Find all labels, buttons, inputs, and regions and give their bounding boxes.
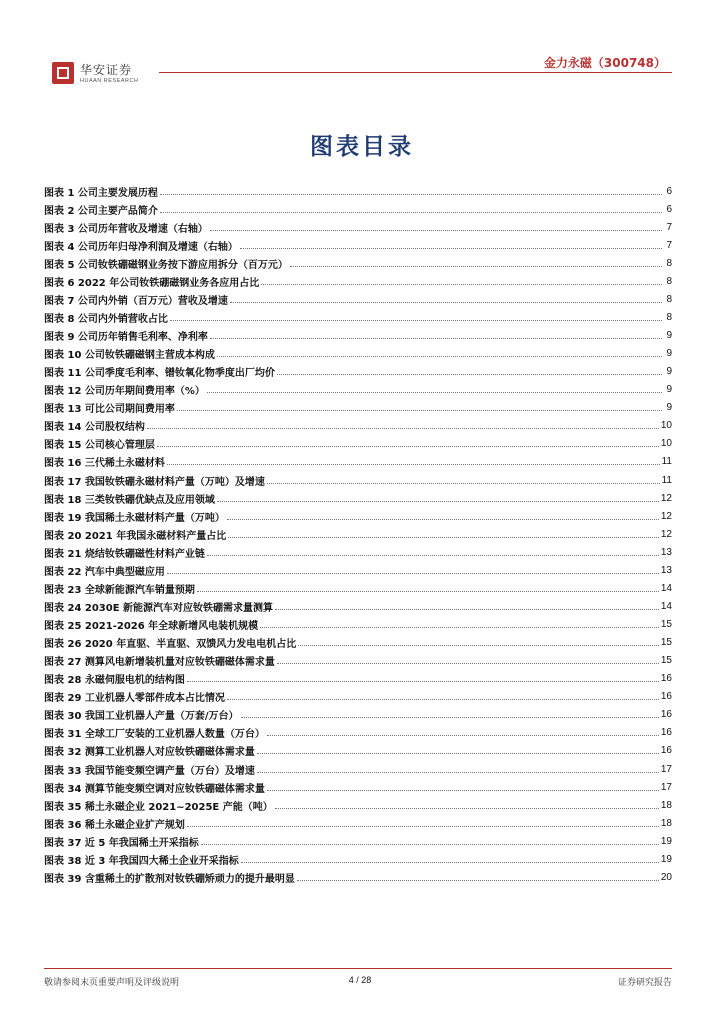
toc-entry-page: 9 bbox=[666, 402, 672, 414]
toc-entry[interactable] bbox=[44, 868, 672, 886]
toc-entry-label: 图表 28 永磁伺服电机的结构图 bbox=[44, 675, 185, 687]
toc-entry-page: 9 bbox=[666, 348, 672, 360]
toc-entry-label: 图表 9 公司历年销售毛利率、净利率 bbox=[44, 332, 208, 344]
toc-leader-dots bbox=[177, 410, 662, 411]
toc-entry[interactable] bbox=[44, 272, 672, 290]
toc-entry[interactable] bbox=[44, 200, 672, 218]
toc-leader-dots bbox=[240, 248, 662, 249]
toc-entry-label: 图表 4 公司历年归母净利润及增速（右轴） bbox=[44, 241, 238, 253]
toc-entry-label: 图表 29 工业机器人零部件成本占比情况 bbox=[44, 693, 225, 705]
toc-entry-label: 图表 10 公司钕铁硼磁钢主营成本构成 bbox=[44, 350, 215, 362]
toc-entry-label: 图表 5 公司钕铁硼磁钢业务按下游应用拆分（百万元） bbox=[44, 259, 288, 271]
toc-entry-page: 10 bbox=[660, 420, 672, 432]
toc-entry-page: 18 bbox=[660, 817, 672, 829]
toc-entry-label: 图表 16 三代稀土永磁材料 bbox=[44, 458, 165, 470]
toc-entry[interactable] bbox=[44, 254, 672, 272]
toc-entry[interactable] bbox=[44, 670, 672, 688]
toc-leader-dots bbox=[170, 320, 662, 321]
toc-entry-label: 图表 39 含重稀土的扩散剂对钕铁硼矫顽力的提升最明显 bbox=[44, 873, 295, 885]
toc-entry-page: 11 bbox=[661, 474, 672, 486]
toc-entry-page: 8 bbox=[666, 311, 672, 323]
toc-leader-dots bbox=[160, 212, 662, 213]
toc-leader-dots bbox=[210, 338, 662, 339]
toc-entry-label: 图表 38 近 3 年我国四大稀土企业开采指标 bbox=[44, 855, 239, 867]
toc-entry-label: 图表 32 测算工业机器人对应钕铁硼磁体需求量 bbox=[44, 747, 255, 759]
toc-leader-dots bbox=[298, 645, 659, 646]
toc-entry-label: 图表 11 公司季度毛利率、镨钕氧化物季度出厂均价 bbox=[44, 368, 275, 380]
toc-entry-label: 图表 19 我国稀土永磁材料产量（万吨） bbox=[44, 512, 225, 524]
toc-leader-dots bbox=[277, 374, 662, 375]
toc-entry[interactable] bbox=[44, 327, 672, 345]
page-header bbox=[44, 52, 672, 82]
toc-entry-label: 图表 2 公司主要产品简介 bbox=[44, 205, 158, 217]
toc-leader-dots bbox=[267, 735, 659, 736]
toc-entry-label: 图表 24 2030E 新能源汽车对应钕铁硼需求量测算 bbox=[44, 602, 274, 614]
toc-entry-page: 13 bbox=[660, 564, 672, 576]
toc-entry-page: 16 bbox=[660, 727, 672, 739]
toc-entry[interactable] bbox=[44, 688, 672, 706]
company-name-en: HUAAN RESEARCH bbox=[80, 78, 139, 84]
toc-entry[interactable] bbox=[44, 543, 672, 561]
toc-leader-dots bbox=[257, 753, 659, 754]
stock-name: 金力永磁（300748） bbox=[543, 56, 666, 70]
toc-entry[interactable] bbox=[44, 417, 672, 435]
toc-entry-label: 图表 30 我国工业机器人产量（万套/万台） bbox=[44, 711, 239, 723]
toc-entry-page: 6 bbox=[666, 185, 672, 197]
toc-entry-label: 图表 23 全球新能源汽车销量预期 bbox=[44, 584, 195, 596]
toc-entry-label: 图表 26 2020 年直驱、半直驱、双馈风力发电电机占比 bbox=[44, 639, 297, 651]
toc-entry-page: 16 bbox=[660, 691, 672, 703]
toc-entry[interactable] bbox=[44, 435, 672, 453]
toc-leader-dots bbox=[241, 717, 659, 718]
toc-entry[interactable] bbox=[44, 399, 672, 417]
toc-entry-page: 7 bbox=[666, 221, 672, 233]
toc-leader-dots bbox=[290, 266, 662, 267]
toc-entry[interactable] bbox=[44, 634, 672, 652]
toc-entry[interactable] bbox=[44, 308, 672, 326]
toc-entry-label: 图表 15 公司核心管理层 bbox=[44, 440, 155, 452]
toc-entry-page: 19 bbox=[660, 853, 672, 865]
toc-entry-label: 图表 36 稀土永磁企业扩产规划 bbox=[44, 819, 185, 831]
toc-entry-page: 15 bbox=[660, 637, 672, 649]
toc-entry[interactable] bbox=[44, 597, 672, 615]
toc-entry-page: 20 bbox=[660, 871, 672, 883]
toc-entry-label: 图表 7 公司内外销（百万元）营收及增速 bbox=[44, 295, 228, 307]
toc-leader-dots bbox=[197, 591, 659, 592]
toc-entry-page: 8 bbox=[666, 257, 672, 269]
toc-leader-dots bbox=[297, 880, 659, 881]
toc-entry[interactable] bbox=[44, 236, 672, 254]
toc-entry-label: 图表 20 2021 年我国永磁材料产量占比 bbox=[44, 530, 227, 542]
toc-entry[interactable] bbox=[44, 760, 672, 778]
toc-entry-label: 图表 34 测算节能变频空调对应钕铁硼磁体需求量 bbox=[44, 783, 265, 795]
toc-leader-dots bbox=[260, 627, 659, 628]
toc-entry[interactable] bbox=[44, 290, 672, 308]
toc-entry-page: 10 bbox=[660, 438, 672, 450]
toc-entry[interactable] bbox=[44, 796, 672, 814]
footer-report-type: 证券研究报告 bbox=[617, 978, 672, 988]
toc-entry-label: 图表 22 汽车中典型磁应用 bbox=[44, 566, 165, 578]
toc-entry-page: 16 bbox=[660, 745, 672, 757]
toc-entry-page: 7 bbox=[666, 239, 672, 251]
toc-leader-dots bbox=[227, 519, 659, 520]
toc-entry-label: 图表 37 近 5 年我国稀土开采指标 bbox=[44, 837, 199, 849]
toc-leader-dots bbox=[187, 826, 659, 827]
toc-entry-label: 图表 12 公司历年期间费用率（%） bbox=[44, 386, 205, 398]
toc-entry-label: 图表 13 可比公司期间费用率 bbox=[44, 404, 175, 416]
toc-leader-dots bbox=[157, 446, 659, 447]
toc-leader-dots bbox=[241, 862, 659, 863]
toc-entry-label: 图表 21 烧结钕铁硼磁性材料产业链 bbox=[44, 548, 205, 560]
toc-entry[interactable] bbox=[44, 381, 672, 399]
toc-entry[interactable] bbox=[44, 507, 672, 525]
toc-leader-dots bbox=[201, 844, 659, 845]
toc-entry-page: 15 bbox=[660, 619, 672, 631]
toc-leader-dots bbox=[207, 392, 662, 393]
toc-entry[interactable] bbox=[44, 579, 672, 597]
toc-leader-dots bbox=[275, 808, 659, 809]
toc-entry[interactable] bbox=[44, 218, 672, 236]
toc-entry-page: 6 bbox=[666, 203, 672, 215]
toc-leader-dots bbox=[217, 356, 662, 357]
toc-entry-page: 12 bbox=[660, 510, 672, 522]
toc-entry-page: 16 bbox=[660, 709, 672, 721]
toc-entry-page: 15 bbox=[660, 655, 672, 667]
company-name: 华安证券 bbox=[80, 63, 133, 77]
toc-leader-dots bbox=[267, 483, 660, 484]
toc-leader-dots bbox=[257, 772, 659, 773]
toc-entry-label: 图表 1 公司主要发展历程 bbox=[44, 187, 158, 199]
toc-entry[interactable] bbox=[44, 182, 672, 200]
header-divider bbox=[159, 72, 672, 73]
toc-entry-page: 12 bbox=[660, 492, 672, 504]
toc-leader-dots bbox=[227, 699, 659, 700]
toc-entry-label: 图表 27 测算风电新增装机量对应钕铁硼磁体需求量 bbox=[44, 657, 275, 669]
footer-disclaimer: 敬请参阅末页重要声明及评级说明 bbox=[44, 978, 180, 988]
toc-entry-label: 图表 25 2021-2026 年全球新增风电装机规模 bbox=[44, 621, 259, 633]
toc-entry-page: 13 bbox=[660, 546, 672, 558]
toc-leader-dots bbox=[267, 790, 659, 791]
toc-entry-label: 图表 17 我国钕铁硼永磁材料产量（万吨）及增速 bbox=[44, 476, 265, 488]
page-title: 图表目录 bbox=[310, 134, 414, 160]
toc-leader-dots bbox=[160, 194, 662, 195]
toc-entry[interactable] bbox=[44, 706, 672, 724]
toc-entry[interactable] bbox=[44, 778, 672, 796]
toc-entry-page: 9 bbox=[666, 366, 672, 378]
toc-leader-dots bbox=[207, 555, 659, 556]
toc-entry-page: 14 bbox=[660, 600, 672, 612]
toc-entry-label: 图表 14 公司股权结构 bbox=[44, 422, 145, 434]
toc-entry[interactable] bbox=[44, 850, 672, 868]
toc-leader-dots bbox=[217, 501, 659, 502]
toc-entry-page: 9 bbox=[666, 330, 672, 342]
toc-entry-label: 图表 33 我国节能变频空调产量（万台）及增速 bbox=[44, 765, 255, 777]
toc-entry-label: 图表 8 公司内外销营收占比 bbox=[44, 313, 168, 325]
toc-entry[interactable] bbox=[44, 471, 672, 489]
toc-entry-label: 图表 31 全球工厂安装的工业机器人数量（万台） bbox=[44, 729, 265, 741]
toc-entry-page: 19 bbox=[660, 835, 672, 847]
toc-entry[interactable] bbox=[44, 561, 672, 579]
toc-entry-label: 图表 6 2022 年公司钕铁硼磁钢业务各应用占比 bbox=[44, 277, 260, 289]
toc-leader-dots bbox=[275, 609, 659, 610]
toc-leader-dots bbox=[228, 537, 659, 538]
toc-entry-page: 18 bbox=[660, 799, 672, 811]
toc-entry[interactable] bbox=[44, 724, 672, 742]
toc-leader-dots bbox=[147, 428, 659, 429]
toc-entry[interactable] bbox=[44, 453, 672, 471]
toc-leader-dots bbox=[210, 230, 662, 231]
toc-entry-page: 11 bbox=[661, 456, 672, 468]
table-of-figures bbox=[44, 182, 672, 886]
toc-entry[interactable] bbox=[44, 489, 672, 507]
toc-entry[interactable] bbox=[44, 345, 672, 363]
toc-entry[interactable] bbox=[44, 616, 672, 634]
toc-entry-label: 图表 35 稀土永磁企业 2021~2025E 产能（吨） bbox=[44, 801, 273, 813]
toc-leader-dots bbox=[230, 302, 662, 303]
toc-leader-dots bbox=[187, 681, 659, 682]
toc-entry-page: 16 bbox=[660, 673, 672, 685]
toc-entry[interactable] bbox=[44, 814, 672, 832]
toc-entry-page: 17 bbox=[660, 763, 672, 775]
toc-entry-page: 9 bbox=[666, 384, 672, 396]
footer-divider bbox=[44, 968, 672, 969]
toc-entry[interactable] bbox=[44, 525, 672, 543]
company-logo-icon bbox=[52, 62, 74, 84]
toc-entry-page: 17 bbox=[660, 781, 672, 793]
toc-entry-page: 8 bbox=[666, 275, 672, 287]
toc-entry-page: 8 bbox=[666, 293, 672, 305]
toc-leader-dots bbox=[167, 464, 660, 465]
toc-entry[interactable] bbox=[44, 742, 672, 760]
toc-entry-label: 图表 3 公司历年营收及增速（右轴） bbox=[44, 223, 208, 235]
page-number: 4 / 28 bbox=[348, 975, 372, 985]
toc-leader-dots bbox=[277, 663, 659, 664]
toc-entry-page: 14 bbox=[660, 582, 672, 594]
toc-entry[interactable] bbox=[44, 363, 672, 381]
toc-leader-dots bbox=[261, 284, 662, 285]
toc-entry-page: 12 bbox=[660, 528, 672, 540]
toc-entry-label: 图表 18 三类钕铁硼优缺点及应用领域 bbox=[44, 494, 215, 506]
toc-entry[interactable] bbox=[44, 832, 672, 850]
toc-entry[interactable] bbox=[44, 652, 672, 670]
toc-leader-dots bbox=[167, 573, 659, 574]
